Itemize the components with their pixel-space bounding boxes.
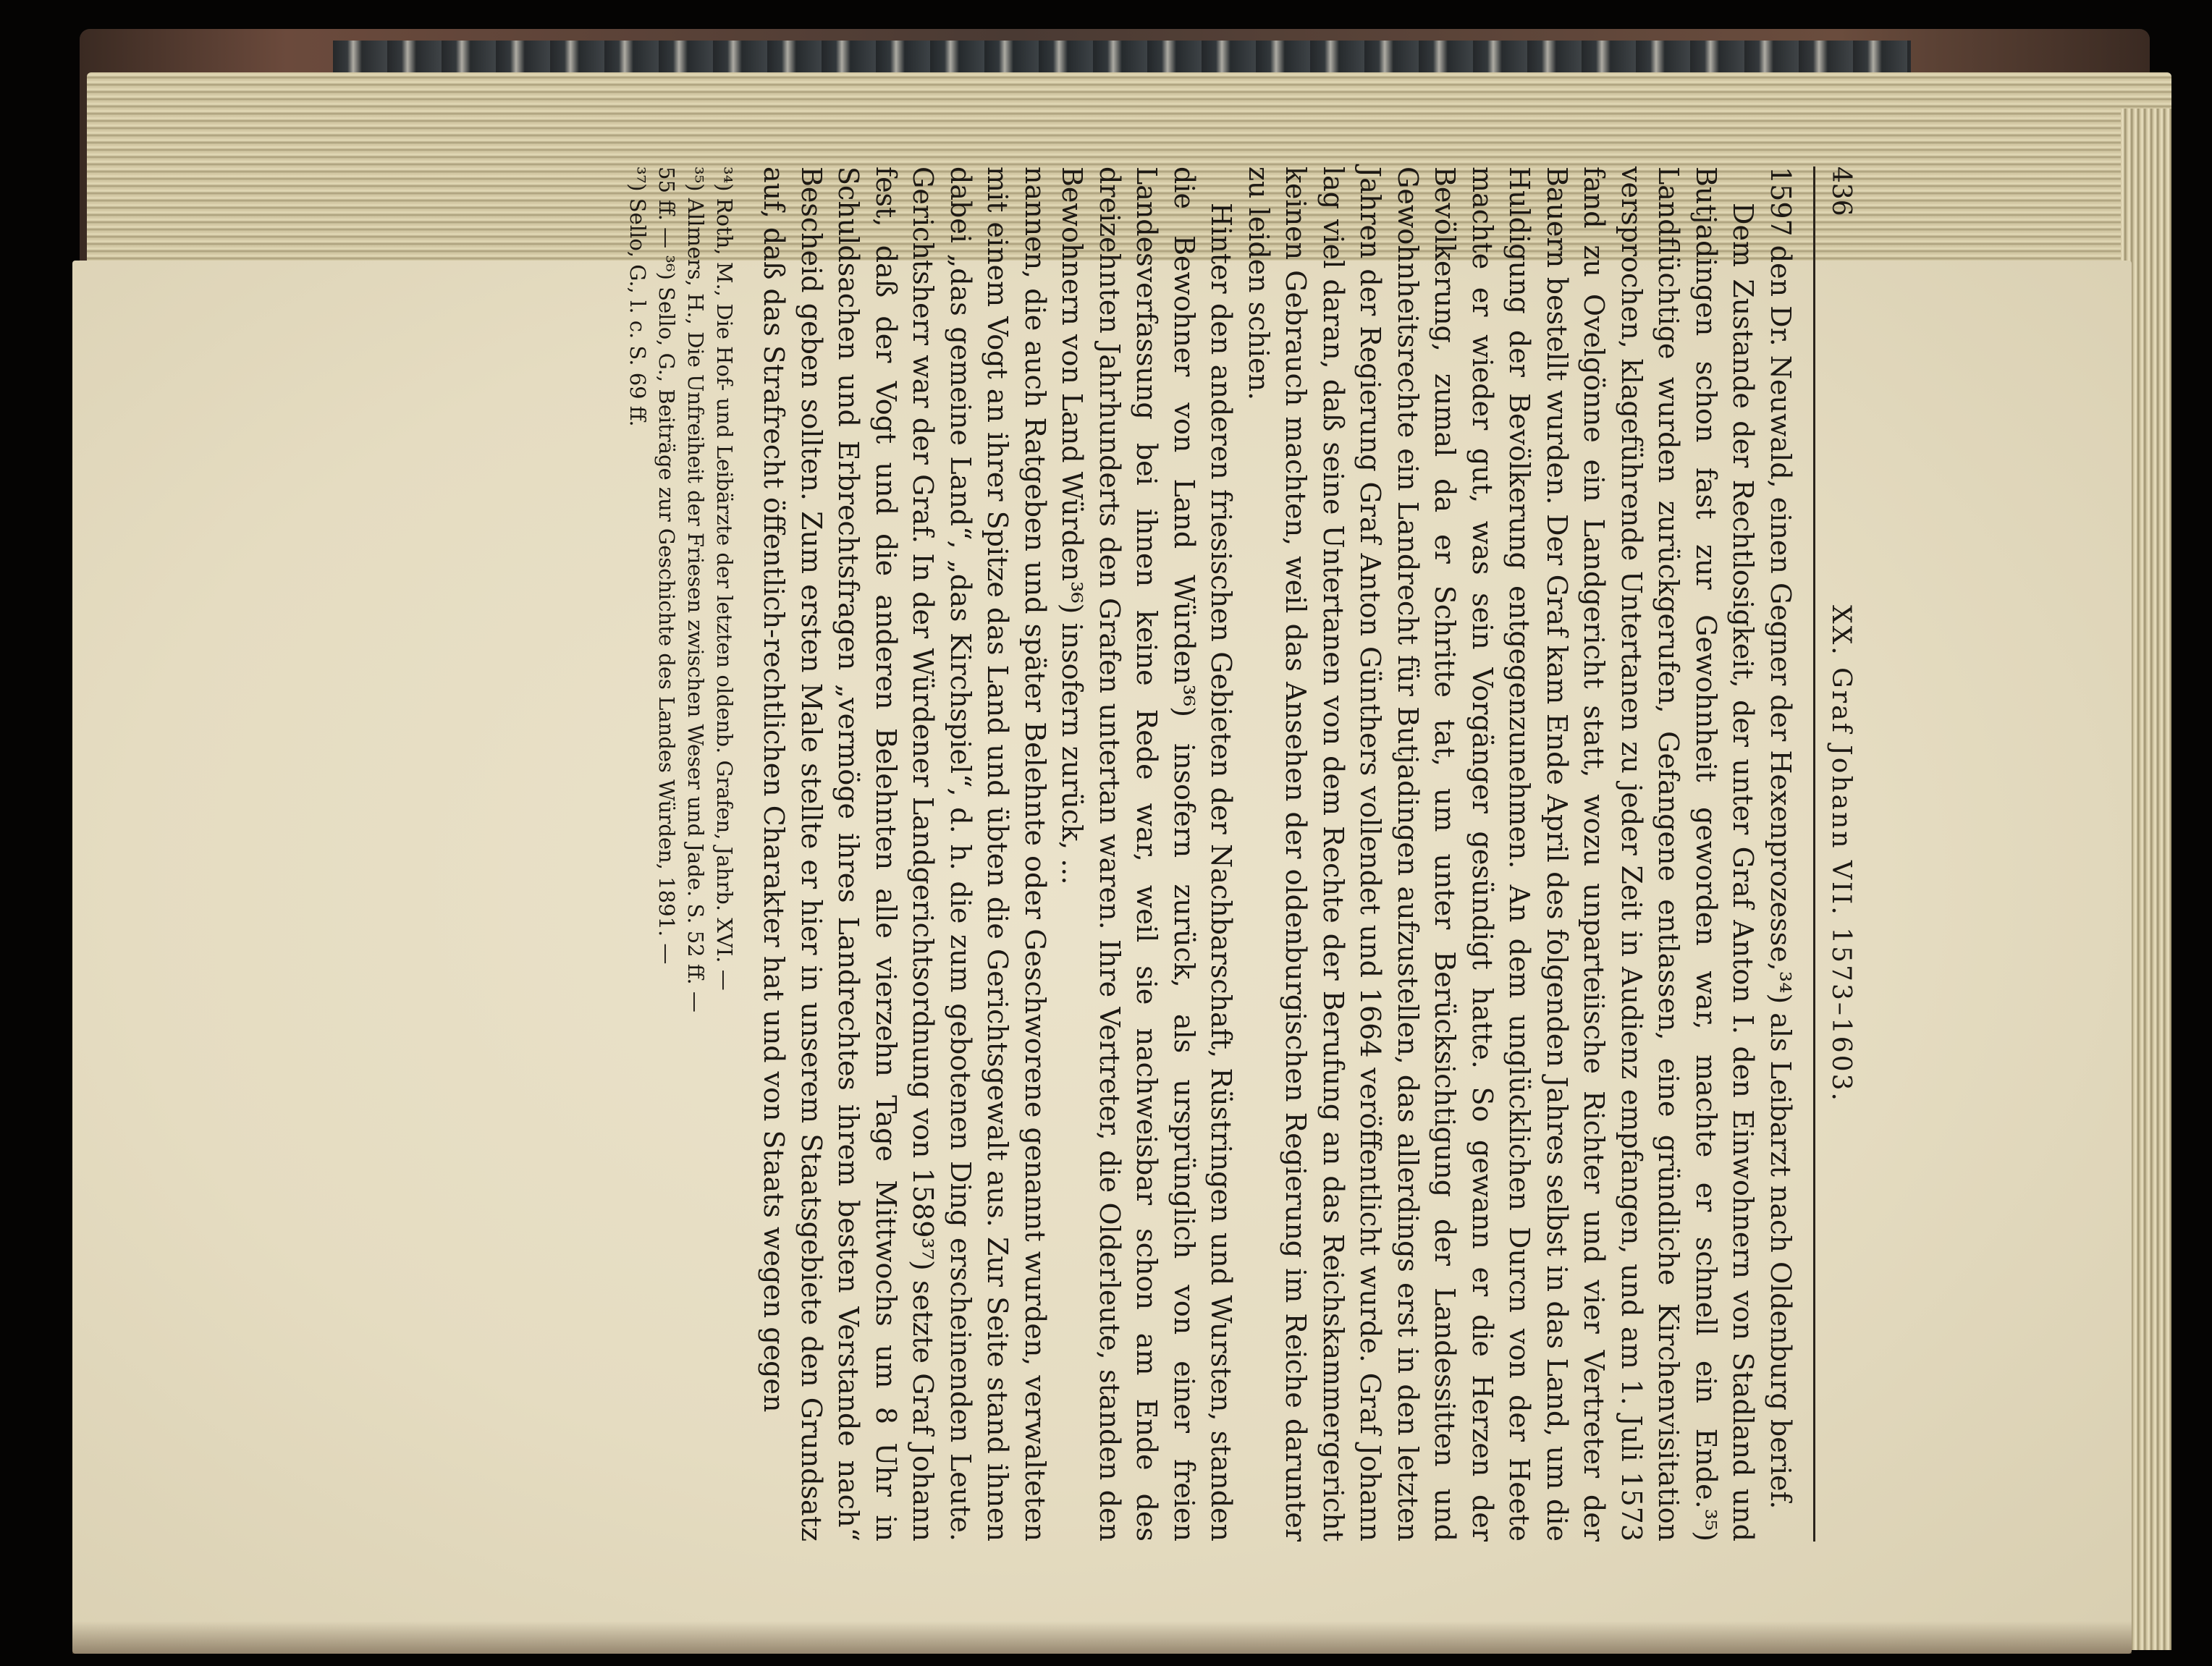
body-text bbox=[755, 166, 1813, 1542]
footnotes bbox=[623, 166, 739, 1542]
running-title: XX. Graf Johann VII. 1573–1603. bbox=[1826, 605, 1856, 1103]
paragraph: Hinter den anderen friesischen Gebieten der Nachbarschaft, Rüstringen und Wursten, standen die Bewohner von Land Würden³⁶) insofern zurück, als ursprünglich von einer freien Landesverfassung bei ihnen keine Rede war, weil sie nachweisbar schon am Ende des dreizehnten Jahrhunderts den Grafen untertan waren. Ihre Vertreter, die Olderleute, standen den Bewohnern von Land Würden³⁶) insofern zurück, ... bbox=[1056, 166, 1238, 1542]
footnote: ³⁴) Roth, M., Die Hof- und Leibärzte der letzten oldenb. Grafen, Jahrb. XVI. — bbox=[712, 166, 737, 991]
running-head bbox=[1813, 166, 1860, 1542]
footnote: ³⁵) Allmers, H., Die Unfreiheit der Friesen zwischen Weser und Jade. S. 52 ff. — bbox=[683, 166, 708, 1012]
footnote: ³⁷) Sello, G., l. c. S. 69 ff. bbox=[625, 166, 650, 427]
page-text-column bbox=[625, 166, 1860, 1542]
footnote: 55 ff. — ³⁶) Sello, G., Beiträge zur Geschichte des Landes Würden, 1891. — bbox=[654, 166, 679, 965]
paragraph: nannen, die auch Ratgeben und später Belehnte oder Geschworene genannt wurden, verwalteten mit einem Vogt an ihrer Spitze das Land und übten die Gerichtsgewalt aus. Zur Seite stand ihnen dabei „das gemeine Land“, „das Kirchspiel“, d. h. die zum gebotenen Ding erscheinenden Leute. Gerichtsherr war der Graf. In der Würdener Landgerichtsordnung von 1589³⁷) setzte Graf Johann fest, daß der Vogt und die anderen Belehnten alle vierzehn Tage Mittwochs um 8 Uhr in Schuldsachen und Erbrechtsfragen „vermöge ihres Landrechtes ihrem besten Verstande nach“ Bescheid geben sollten. Zum ersten Male stellte er hier in unserem Staatsgebiete den Grundsatz auf, daß das Strafrecht öffentlich-rechtlichen Charakter hat und von Staats wegen gegen bbox=[758, 166, 1051, 1542]
page-gutter-shadow bbox=[72, 1621, 2132, 1654]
paragraph: 1597 den Dr. Neuwald, einen Gegner der Hexenprozesse,³⁴) als Leibarzt nach Oldenburg berief. bbox=[1765, 166, 1797, 1510]
paragraph: Dem Zustande der Rechtlosigkeit, der unter Graf Anton I. den Einwohnern von Stadland und Butjadingen schon fast zur Gewohnheit geworden war, machte er schnell ein Ende.³⁵) Landflüchtige wurden zurückgerufen, Gefangene entlassen, eine gründliche Kirchenvisitation versprochen, klageführende Untertanen zu jeder Zeit in Audienz empfangen, und am 1. Juli 1573 fand zu Ovelgönne ein Landgericht statt, wozu unparteiische Richter und vier Vertreter der Bauern bestellt wurden. Der Graf kam Ende April des folgenden Jahres selbst in das Land, um die Huldigung der Bevölkerung entgegenzunehmen. An dem unglücklichen Durcn von der Heete machte er wieder gut, was sein Vorgänger gesündigt hatte. So gewann er die Herzen der Bevölkerung, zumal da er Schritte tat, um unter Berücksichtigung der Landessitten und Gewohnheitsrechte ein Landrecht für Butjadingen aufzustellen, das allerdings erst in den letzten Jahren der Regierung Graf Anton Günthers vollendet und 1664 veröffentlicht wurde. Graf Johann lag viel daran, daß seine Untertanen von dem Rechte der Berufung an das Reichskammergericht keinen Gebrauch machten, weil das Ansehen der oldenburgischen Regierung im Reiche darunter zu leiden schien. bbox=[1243, 166, 1760, 1542]
page-number: 436 bbox=[1826, 166, 1856, 216]
